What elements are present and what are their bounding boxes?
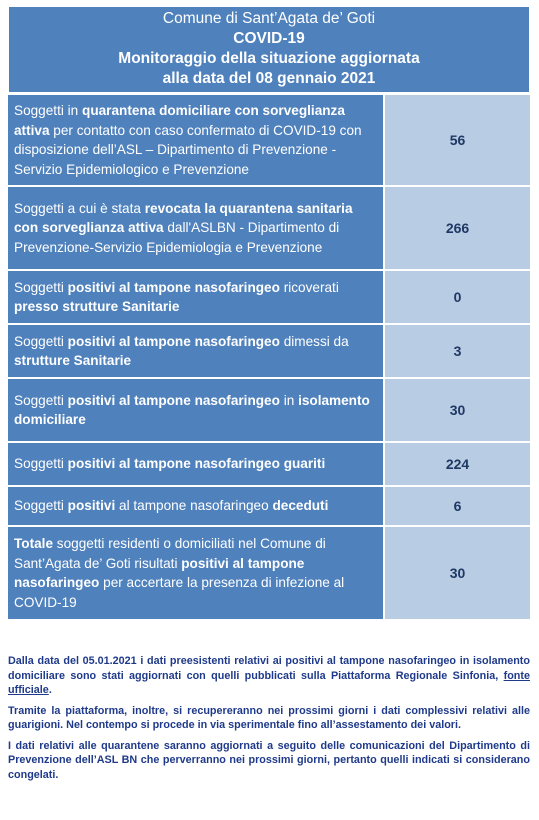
table-row — [8, 323, 530, 377]
row-text-bold: positivi — [67, 498, 116, 514]
row-description — [8, 325, 383, 377]
row-text-bold: revocata la quarantena sanitaria con sorveglianza attiva — [14, 200, 353, 236]
row-description — [8, 379, 383, 441]
row-text: Soggetti — [14, 456, 68, 472]
row-description — [8, 95, 383, 185]
row-text: Soggetti — [14, 392, 68, 408]
row-value: 6 — [383, 487, 530, 525]
header-title: Monitoraggio della situazione aggiornata — [118, 50, 420, 67]
row-value: 266 — [383, 187, 530, 269]
note-paragraph-2: Tramite la piattaforma, inoltre, si recupereranno nei prossimi giorni i dati complessivi relativi alle guarigioni. Nel contempo si procede in via sperimentale fino all’assestamento dei valori. — [8, 704, 530, 731]
official-source-link[interactable]: fonte ufficiale — [8, 669, 530, 696]
row-value: 0 — [383, 271, 530, 323]
row-description — [8, 187, 383, 269]
table-row — [8, 185, 530, 269]
row-text-bold: deceduti — [272, 498, 329, 514]
table-row — [8, 93, 530, 185]
row-text-bold: strutture Sanitarie — [14, 353, 132, 368]
row-value: 224 — [383, 443, 530, 485]
row-text-bold: positivi al tampone nasofaringeo — [67, 333, 280, 349]
row-description — [8, 271, 383, 323]
note-paragraph-3: I dati relativi alle quarantene saranno aggiornati a seguito delle comunicazioni del Dipartimento di Prevenzione dell’ASL BN che perverranno nei prossimi giorni, pertanto quelli indicati si considerano congelati. — [8, 739, 530, 781]
header-date: alla data del 08 gennaio 2021 — [162, 70, 376, 87]
row-text-bold: isolamento domiciliare — [14, 392, 370, 427]
table-row — [8, 269, 530, 323]
row-text: per accertare la presenza di infezione al COVID-19 — [14, 575, 345, 610]
row-text: soggetti residenti o domiciliati nel Comune di Sant’Agata de’ Goti risultati — [14, 536, 326, 571]
row-text: per contatto con caso confermato di COVID-19 con disposizione dell’ASL – Dipartimento di Prevenzione - Servizio Epidemiologico e Prevenzione — [14, 122, 362, 177]
row-text-bold: positivi al tampone nasofaringeo — [67, 279, 280, 295]
report-header — [8, 6, 530, 93]
row-text: Soggetti — [14, 498, 68, 514]
row-value: 56 — [383, 95, 530, 185]
note-1-text: Dalla data del 05.01.2021 i dati preesistenti relativi ai positivi al tampone nasofaringeo in isolamento domiciliare sono stati aggiornati con quelli pubblicati sulla Piattaforma Regionale Sinfonia, — [8, 655, 530, 682]
row-text-bold: positivi al tampone nasofaringeo — [14, 555, 305, 590]
row-text: dall'ASLBN - Dipartimento di Prevenzione-Servizio Epidemiologia e Prevenzione — [14, 220, 340, 255]
covid-report-table — [8, 6, 530, 619]
row-value: 3 — [383, 325, 530, 377]
row-description — [8, 527, 383, 619]
row-text: Soggetti in — [14, 103, 83, 118]
notes-section — [8, 654, 530, 788]
row-description — [8, 443, 383, 485]
row-text: Soggetti — [14, 279, 68, 295]
row-text: Soggetti a cui è stata — [14, 200, 145, 216]
header-topic: COVID-19 — [233, 30, 305, 47]
table-row — [8, 441, 530, 485]
table-row — [8, 377, 530, 441]
note-1-end: . — [48, 684, 52, 696]
row-text-bold: positivi al tampone nasofaringeo — [67, 392, 280, 408]
row-description — [8, 487, 383, 525]
row-text: Soggetti — [14, 333, 68, 349]
note-paragraph-1 — [8, 654, 530, 698]
total-value: 30 — [383, 527, 530, 619]
row-text: in — [279, 392, 299, 408]
row-text: al tampone nasofaringeo — [115, 498, 273, 514]
row-text: dimessi da — [279, 333, 349, 349]
row-text-bold: Totale — [14, 536, 54, 551]
row-text-bold: quarantena domiciliare con sorveglianza attiva — [14, 103, 345, 138]
header-municipality: Comune di Sant’Agata de’ Goti — [162, 10, 376, 27]
row-value: 30 — [383, 379, 530, 441]
table-row-total — [8, 525, 530, 619]
row-text: ricoverati — [279, 279, 339, 295]
row-text-bold: positivi al tampone nasofaringeo guariti — [67, 456, 326, 472]
row-text-bold: presso strutture Sanitarie — [14, 299, 180, 314]
table-row — [8, 485, 530, 525]
